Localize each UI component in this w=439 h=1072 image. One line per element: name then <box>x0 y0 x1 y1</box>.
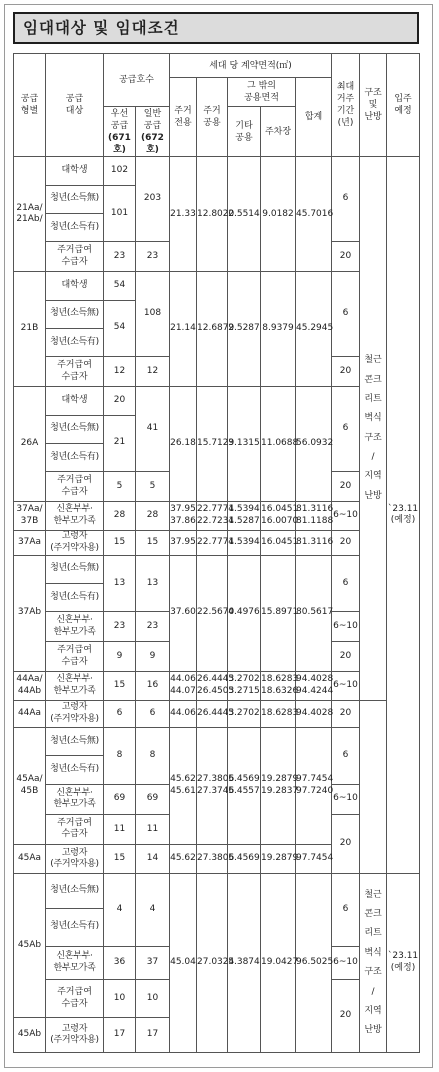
value-cell: 80.5617 <box>296 555 332 671</box>
header-residential-common: 주거 공용 <box>197 78 228 157</box>
value-cell: 5 <box>136 472 170 502</box>
value-cell: 15 <box>104 845 136 874</box>
value-cell: 6 <box>136 700 170 727</box>
value-cell: 16.0451 16.0070 <box>261 502 296 530</box>
value-cell: 13 <box>104 555 136 611</box>
value-cell: 19.2879 <box>261 845 296 874</box>
value-cell: 21 <box>104 415 136 471</box>
value-cell: 45.04 <box>170 874 197 1053</box>
header-supply-type: 공급 형별 <box>14 54 46 157</box>
type-cell: 37Ab <box>14 555 46 671</box>
value-cell: 20 <box>332 642 360 671</box>
value-cell: 9.0182 <box>261 157 296 272</box>
value-cell: 11 <box>136 814 170 844</box>
value-cell: 16.0451 <box>261 530 296 555</box>
value-cell: 3.1315 <box>228 387 261 502</box>
value-cell: 15 <box>104 530 136 555</box>
value-cell: 69 <box>136 784 170 814</box>
target-cell: 고령자 (주거약자용) <box>46 530 104 555</box>
value-cell: 37 <box>136 946 170 979</box>
value-cell: 81.3116 81.1188 <box>296 502 332 530</box>
header-general: 일반 공급 (672호) <box>136 107 170 157</box>
value-cell: 19.0427 <box>261 874 296 1053</box>
value-cell: 41 <box>136 387 170 472</box>
value-cell: 20 <box>332 472 360 502</box>
value-cell: 94.4028 94.4244 <box>296 671 332 700</box>
type-cell: 26A <box>14 387 46 502</box>
value-cell: 45.62 45.61 <box>170 728 197 845</box>
value-cell: 15 <box>104 671 136 700</box>
type-cell: 37Aa <box>14 530 46 555</box>
value-cell: 28 <box>104 502 136 530</box>
target-cell: 신혼부부· 한부모가족 <box>46 502 104 530</box>
value-cell: 5.4569 <box>228 845 261 874</box>
value-cell: 5 <box>104 472 136 502</box>
value-cell: 6 <box>332 272 360 357</box>
value-cell: 54 <box>104 272 136 300</box>
header-residential-exclusive: 주거 전용 <box>170 78 197 157</box>
value-cell: 20 <box>332 700 360 727</box>
value-cell: 5.4569 5.4557 <box>228 728 261 845</box>
value-cell: 23 <box>104 612 136 642</box>
target-cell: 청년(소득無) <box>46 415 104 443</box>
target-cell: 신혼부부· 한부모가족 <box>46 612 104 642</box>
type-cell: 45Ab <box>14 1018 46 1053</box>
value-cell: 36 <box>104 946 136 979</box>
value-cell: 69 <box>104 784 136 814</box>
value-cell: 6~10 <box>332 612 360 642</box>
value-cell: 21.33 <box>170 157 197 272</box>
value-cell: 97.7454 97.7240 <box>296 728 332 845</box>
value-cell: 102 <box>104 157 136 185</box>
value-cell: 6~10 <box>332 502 360 530</box>
target-cell: 신혼부부· 한부모가족 <box>46 946 104 979</box>
value-cell: 2.5287 <box>228 272 261 387</box>
value-cell: 45.2945 <box>296 272 332 387</box>
target-cell: 대학생 <box>46 157 104 185</box>
value-cell: 4 <box>136 874 170 947</box>
target-cell: 대학생 <box>46 272 104 300</box>
target-cell: 신혼부부· 한부모가족 <box>46 671 104 700</box>
value-cell: 6~10 <box>332 946 360 979</box>
type-cell: 44Aa <box>14 700 46 727</box>
structure-cell: 철근 콘크 리트 벽식 구조 / 지역 난방 <box>360 874 387 1053</box>
page-title: 임대대상 및 임대조건 <box>13 12 419 44</box>
value-cell: 15 <box>136 530 170 555</box>
header-other-common-group: 그 밖의 공용면적 <box>228 78 296 107</box>
value-cell: 20 <box>332 980 360 1053</box>
structure-cell: 철근 콘크 리트 벽식 구조 / 지역 난방 <box>360 157 387 700</box>
target-cell: 주거급여 수급자 <box>46 472 104 502</box>
target-cell: 주거급여 수급자 <box>46 642 104 671</box>
header-parking: 주차장 <box>261 107 296 157</box>
value-cell: 97.7454 <box>296 845 332 874</box>
value-cell: 8 <box>104 728 136 784</box>
value-cell: 45.7016 <box>296 157 332 272</box>
value-cell: 18.6283 18.6326 <box>261 671 296 700</box>
target-cell: 주거급여 수급자 <box>46 357 104 387</box>
target-cell: 청년(소득無) <box>46 728 104 756</box>
target-cell: 주거급여 수급자 <box>46 242 104 272</box>
type-cell: 37Aa/ 37B <box>14 502 46 530</box>
type-cell: 21Aa/ 21Ab/ <box>14 157 46 272</box>
target-cell: 청년(소득無) <box>46 555 104 583</box>
value-cell: 21.14 <box>170 272 197 387</box>
move-in-cell: `23.11 (예정) <box>387 874 420 1053</box>
value-cell: 10 <box>104 980 136 1018</box>
type-cell: 45Aa/ 45B <box>14 728 46 845</box>
target-cell: 청년(소득有) <box>46 328 104 356</box>
value-cell: 5.2702 <box>228 700 261 727</box>
value-cell: 22.7771 22.7231 <box>197 502 228 530</box>
rental-conditions-table <box>13 53 420 1053</box>
value-cell: 8.9379 <box>261 272 296 387</box>
value-cell: 20 <box>332 242 360 272</box>
value-cell: 44.06 44.07 <box>170 671 197 700</box>
type-cell: 21B <box>14 272 46 387</box>
target-cell: 청년(소득有) <box>46 756 104 784</box>
value-cell: 108 <box>136 272 170 357</box>
value-cell: 27.3806 <box>197 845 228 874</box>
value-cell: 20 <box>104 387 136 415</box>
value-cell: 37.95 37.86 <box>170 502 197 530</box>
value-cell: 12.8020 <box>197 157 228 272</box>
target-cell: 청년(소득無) <box>46 874 104 908</box>
value-cell: 19.2879 19.2837 <box>261 728 296 845</box>
value-cell: 5.2702 5.2715 <box>228 671 261 700</box>
value-cell: 26.4443 <box>197 700 228 727</box>
header-other-common: 기타 공용 <box>228 107 261 157</box>
value-cell: 94.4028 <box>296 700 332 727</box>
value-cell: 6 <box>332 555 360 611</box>
value-cell: 12 <box>104 357 136 387</box>
value-cell: 16 <box>136 671 170 700</box>
value-cell: 44.06 <box>170 700 197 727</box>
target-cell: 청년(소득有) <box>46 583 104 611</box>
value-cell: 12.6879 <box>197 272 228 387</box>
header-move-in: 입주 예정 <box>387 54 420 157</box>
value-cell: 27.0324 <box>197 874 228 1053</box>
header-area: 세대 당 계약면적(㎡) <box>170 54 332 78</box>
value-cell: 8 <box>136 728 170 784</box>
target-cell: 청년(소득有) <box>46 443 104 471</box>
value-cell: 11.0688 <box>261 387 296 502</box>
value-cell: 12 <box>136 357 170 387</box>
value-cell: 18.6283 <box>261 700 296 727</box>
target-cell: 청년(소득無) <box>46 300 104 328</box>
value-cell: 22.7771 <box>197 530 228 555</box>
value-cell: 23 <box>136 242 170 272</box>
target-cell: 대학생 <box>46 387 104 415</box>
value-cell: 11 <box>104 814 136 844</box>
value-cell: 96.5025 <box>296 874 332 1053</box>
value-cell: 4.5394 <box>228 530 261 555</box>
value-cell: 6 <box>104 700 136 727</box>
value-cell: 81.3116 <box>296 530 332 555</box>
value-cell: 26.4443 26.4503 <box>197 671 228 700</box>
header-max-period: 최대 거주 기간 (년) <box>332 54 360 157</box>
value-cell: 45.62 <box>170 845 197 874</box>
header-structure: 구조 및 난방 <box>360 54 387 157</box>
target-cell: 청년(소득有) <box>46 213 104 241</box>
target-cell: 신혼부부· 한부모가족 <box>46 784 104 814</box>
value-cell: 20 <box>332 530 360 555</box>
value-cell: 20 <box>332 357 360 387</box>
value-cell: 6 <box>332 874 360 947</box>
value-cell: 23 <box>136 612 170 642</box>
value-cell: 13 <box>136 555 170 611</box>
value-cell: 10 <box>136 980 170 1018</box>
move-in-cell: `23.11 (예정) <box>387 157 420 874</box>
value-cell: 4.4976 <box>228 555 261 671</box>
value-cell: 203 <box>136 157 170 242</box>
target-cell: 주거급여 수급자 <box>46 980 104 1018</box>
target-cell: 고령자 (주거약자용) <box>46 845 104 874</box>
value-cell: 4.5394 4.5287 <box>228 502 261 530</box>
value-cell: 2.5514 <box>228 157 261 272</box>
target-cell: 청년(소득有) <box>46 908 104 946</box>
value-cell: 14 <box>136 845 170 874</box>
value-cell: 22.5670 <box>197 555 228 671</box>
value-cell: 6 <box>332 728 360 784</box>
header-priority: 우선 공급 (671호) <box>104 107 136 157</box>
header-supply-units: 공급호수 <box>104 54 170 107</box>
value-cell: 20 <box>332 814 360 873</box>
type-cell: 45Ab <box>14 874 46 1018</box>
value-cell: 17 <box>136 1018 170 1053</box>
value-cell: 6~10 <box>332 784 360 814</box>
value-cell: 101 <box>104 185 136 241</box>
value-cell: 15.8971 <box>261 555 296 671</box>
value-cell: 5.3874 <box>228 874 261 1053</box>
value-cell: 4 <box>104 874 136 947</box>
value-cell: 37.95 <box>170 530 197 555</box>
value-cell: 26.18 <box>170 387 197 502</box>
value-cell: 15.7129 <box>197 387 228 502</box>
value-cell: 6~10 <box>332 671 360 700</box>
value-cell: 28 <box>136 502 170 530</box>
target-cell: 고령자 (주거약자용) <box>46 700 104 727</box>
type-cell: 44Aa/ 44Ab <box>14 671 46 700</box>
header-supply-target: 공급 대상 <box>46 54 104 157</box>
value-cell: 27.3806 27.3746 <box>197 728 228 845</box>
target-cell: 청년(소득無) <box>46 185 104 213</box>
target-cell: 고령자 (주거약자용) <box>46 1018 104 1053</box>
value-cell: 9 <box>104 642 136 671</box>
value-cell: 9 <box>136 642 170 671</box>
value-cell: 6 <box>332 387 360 472</box>
value-cell: 17 <box>104 1018 136 1053</box>
header-total: 합계 <box>296 78 332 157</box>
target-cell: 주거급여 수급자 <box>46 814 104 844</box>
value-cell: 6 <box>332 157 360 242</box>
value-cell: 37.60 <box>170 555 197 671</box>
type-cell: 45Aa <box>14 845 46 874</box>
value-cell: 54 <box>104 300 136 356</box>
value-cell: 56.0932 <box>296 387 332 502</box>
value-cell: 23 <box>104 242 136 272</box>
